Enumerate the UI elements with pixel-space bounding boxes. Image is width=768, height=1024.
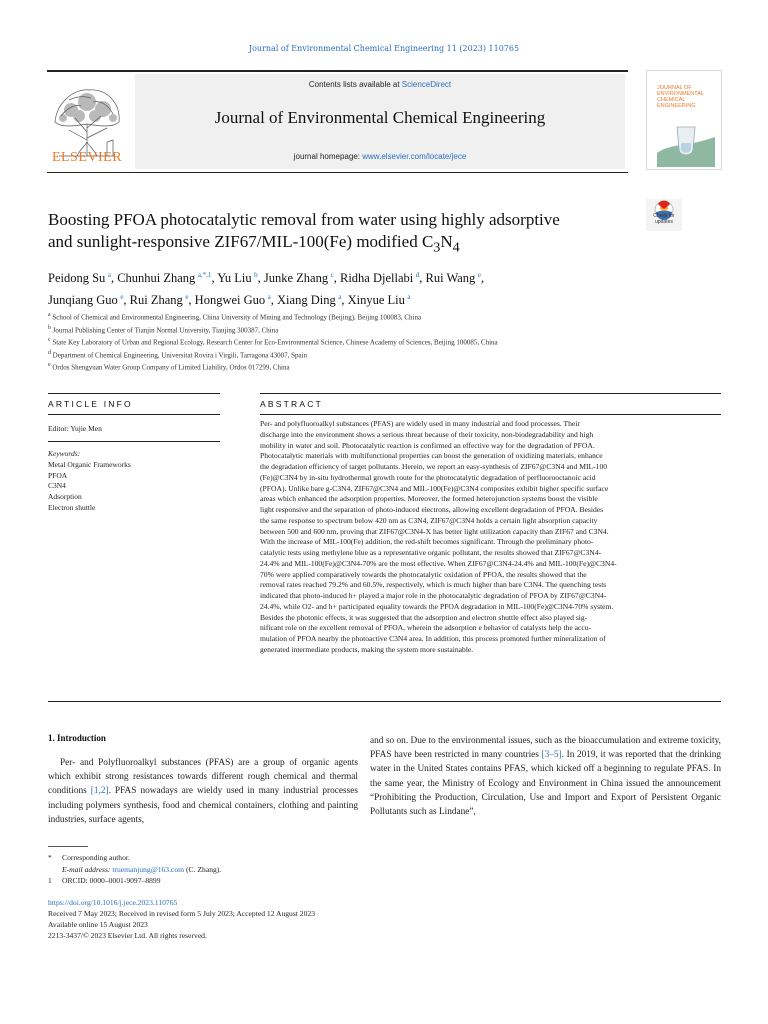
homepage-prefix: journal homepage: xyxy=(293,152,363,161)
article-info-top-rule xyxy=(48,393,220,394)
crossmark-line: Check for xyxy=(653,213,675,219)
keyword: C3N4 xyxy=(48,481,66,491)
footnote-mark: * xyxy=(48,853,52,862)
author[interactable] xyxy=(264,271,334,285)
email-label: E-mail address: xyxy=(62,864,113,874)
sciencedirect-link[interactable]: ScienceDirect xyxy=(401,80,452,89)
title-subscript: 3 xyxy=(433,239,441,256)
author[interactable] xyxy=(426,271,481,285)
affiliation-text: Department of Chemical Engineering, Universitat Rovira i Virgili, Tarragona 43007, Spain xyxy=(52,350,308,359)
author-list: Peidong Su $^a$, Chunhui Zhang $^{a,*,1}$, Yu Liu $^b$, Junke Zhang $^c$, Ridha Djellabi $^d$, Rui Wang $^e$, Junqiang Guo $^e$, Rui Zhang $^e$, Hongwei Guo $^a$, Xiang Ding $^a$, Xinyue Liu $^a$ xyxy=(48,271,485,308)
abstract-line: the same response to spectrum below 420 nm as C3N4, ZIF67@C3N4 holds a certain light absorption capacity xyxy=(260,515,598,525)
author[interactable] xyxy=(195,293,271,307)
author[interactable] xyxy=(130,293,189,307)
intro-text: and so on. Due to the environmental issues, such as the bioaccumulation and extreme toxicity, PFAS have been restricted in many countries xyxy=(370,736,721,761)
author[interactable] xyxy=(48,293,123,307)
affiliation-text: Journal Publishing Center of Tianjin Normal University, Tianjing 300387, China xyxy=(52,325,279,334)
title-subscript: 4 xyxy=(452,239,460,256)
title-n: N xyxy=(440,232,453,251)
affiliation-text: State Key Laboratory of Urban and Regional Ecology, Research Center for Eco-Environmental Science, Chinese Academy of Sciences, Beijing 100085, China xyxy=(52,338,498,347)
abstract-line: indicated that photo-induced h+ played a major role in the photocatalytic degradation of PFOA by ZIF67@C3N4- xyxy=(260,591,607,600)
section-heading-introduction: 1. Introduction xyxy=(48,733,106,743)
footnote-rule xyxy=(48,846,88,847)
affiliation xyxy=(48,323,728,336)
author-affiliation-mark[interactable]: e xyxy=(477,271,481,279)
author-name[interactable]: Ridha Djellabi xyxy=(339,271,414,286)
footnote-email xyxy=(48,864,378,876)
author-name[interactable]: Peidong Su xyxy=(48,271,106,286)
article-info-rule xyxy=(48,414,220,415)
affiliation-text: School of Chemical and Environmental Engineering, China University of Mining and Technology (Beijing), Beijing 100083, China xyxy=(52,313,422,322)
abstract-line: Besides the photonic effects, it was suggested that the adsorption and electron shuttle effect also played sig- xyxy=(260,612,588,622)
abstract-line: 24.4%, while O2- and h+ participated equality towards the PFOA degradation in MIL-100(Fe)@C3N4-70% system. xyxy=(260,601,614,611)
author-name[interactable]: Xinyue Liu xyxy=(347,293,405,308)
crossmark-line: updates xyxy=(655,218,673,225)
author-name[interactable]: Junke Zhang xyxy=(263,271,329,286)
abstract-line: between 500 and 600 nm, proving that ZIF67@C3N4-X has better light utilization capacity than ZIF67 and C3N4. xyxy=(260,526,609,536)
affiliation-mark: b xyxy=(48,324,51,331)
cover-line: JOURNAL OF xyxy=(657,85,692,91)
author-affiliation-mark[interactable]: a xyxy=(407,293,411,302)
abstract-body xyxy=(260,419,721,656)
author-name[interactable]: Rui Zhang xyxy=(129,293,183,308)
author[interactable] xyxy=(117,271,211,285)
author-name[interactable]: Rui Wang xyxy=(425,271,476,286)
journal-reference[interactable]: Journal of Environmental Chemical Engineering 11 (2023) 110765 xyxy=(248,44,520,53)
copyright: 2213-3437/© 2023 Elsevier Ltd. All rights reserved. xyxy=(48,931,207,940)
author-name[interactable]: Xiang Ding xyxy=(277,293,336,308)
footnotes xyxy=(48,852,378,887)
footnote-mark: 1 xyxy=(48,876,52,885)
author-affiliation-mark[interactable]: a xyxy=(107,271,111,279)
elsevier-wordmark[interactable]: ELSEVIER xyxy=(51,150,123,165)
author-affiliation-mark[interactable]: e xyxy=(185,293,189,302)
author-affiliation-mark[interactable]: e xyxy=(120,293,124,302)
received-dates: Received 7 May 2023; Received in revised form 5 July 2023; Accepted 12 August 2023 xyxy=(48,909,315,918)
contents-line xyxy=(135,80,625,89)
article-info-heading: ARTICLE INFO xyxy=(48,399,133,409)
footnote-orcid xyxy=(48,875,378,887)
abstract-line: removal rates reached 79.2% and 60.5%, respectively, which is much higher than bare C3N4. The quenching tests xyxy=(260,580,607,590)
author-name[interactable]: Yu Liu xyxy=(217,271,252,286)
abstract-line: Photocatalytic materials with multifunctional properties can boost the generation of oxidizing materials, enhance xyxy=(260,451,603,461)
author-affiliation-mark[interactable]: d xyxy=(415,271,420,279)
citation-link[interactable]: [3–5] xyxy=(541,750,562,761)
cover-title xyxy=(657,85,717,109)
intro-text: . PFAS nowadays are wieldy used in many industrial processes including polymers synthesis, food and chemical containers, clothing and painting industries, surface agents, xyxy=(48,786,359,825)
cover-line: CHEMICAL xyxy=(657,97,686,103)
abstract-bottom-rule xyxy=(48,701,721,702)
doi-link[interactable]: https://doi.org/10.1016/j.jece.2023.110765 xyxy=(48,898,178,907)
abstract-line: catalytic tests using methylene blue as a representative organic pollutant, the results showed that ZIF67@C3N4- xyxy=(260,548,602,557)
intro-text: . In 2019, it was reported that the drinking water in the United States contains PFAS, which kicked off a beginning to regulate PFAS. In the same year, the Ministry of Ecology and Environment in China issued the announcement “Prohibiting the Production, Circulation, Use and Import and Export of Persistent Organic Pollutants such as Lindane”, xyxy=(370,750,721,818)
keywords-block xyxy=(48,449,228,514)
check-for-updates-label[interactable] xyxy=(644,214,684,225)
abstract-top-rule xyxy=(260,393,721,394)
author[interactable] xyxy=(277,293,341,307)
abstract-line: discharge into the environment shows a serious threat because of their toxicity, non-biodegradability and high xyxy=(260,429,594,439)
abstract-line: 24.4% and MIL-100(Fe)@C3N4-70% are the most effective. When ZIF67@C3N4-24.4% and MIL-100(Fe)@C3N4- xyxy=(260,558,617,568)
title-line-2-text: and sunlight-responsive ZIF67/MIL-100(Fe) modified C xyxy=(48,232,434,251)
keyword: Metal Organic Frameworks xyxy=(48,459,131,469)
affiliation xyxy=(48,335,728,348)
author-name[interactable]: Chunhui Zhang xyxy=(117,271,196,286)
journal-title[interactable]: Journal of Environmental Chemical Engineering xyxy=(214,108,546,127)
abstract-line: 70% were applied comparatively towards the photocatalytic oxidation of PFOA, the results showed that the xyxy=(260,569,587,579)
abstract-line: With the increase of MIL-100(Fe) addition, the red-shift becomes significant. Through the preliminary photo- xyxy=(260,537,594,547)
editor-line: Editor: Yujie Men xyxy=(48,424,102,433)
intro-right-column xyxy=(370,734,721,819)
abstract-line: mulation of PFOA nearby the photoactive C3N4 area. In addition, this process promoted further mineralization of xyxy=(260,634,606,643)
affiliation-mark: d xyxy=(48,349,51,356)
affiliation-mark: a xyxy=(48,312,51,318)
article-title xyxy=(48,209,638,258)
author[interactable] xyxy=(48,271,111,285)
orcid-text: ORCID: 0000–0001-9097–8899 xyxy=(62,876,161,885)
citation-link[interactable]: [1,2] xyxy=(90,786,109,797)
author-affiliation-mark[interactable]: c xyxy=(330,271,334,279)
affiliation xyxy=(48,348,728,361)
abstract-line: nificant role on the excellent removal of PFOA, wherein the adsorption e behavior of catalysts help the accu- xyxy=(260,623,592,633)
intro-text: Per- and Polyfluoroalkyl substances (PFAS) are a group of organic agents which exhibit strong resistances towards different rough chemical and thermal conditions xyxy=(48,758,358,797)
intro-left-column xyxy=(48,756,358,827)
author[interactable] xyxy=(340,271,419,285)
abstract-line: light responsive and the separation of photo-induced electrons, allowing excellent degradation of PFOA. Besides xyxy=(260,505,604,514)
affiliation-mark: c xyxy=(48,337,51,344)
journal-cover-thumbnail[interactable] xyxy=(646,70,722,170)
author-affiliation-mark[interactable]: a xyxy=(267,293,271,302)
email-suffix: (C. Zhang). xyxy=(184,864,222,874)
editor-rule xyxy=(48,441,220,442)
author-name[interactable]: Junqiang Guo xyxy=(48,293,118,308)
affiliation xyxy=(48,310,728,323)
affiliation-mark: e xyxy=(48,362,51,369)
cover-line: ENVIRONMENTAL xyxy=(657,91,704,97)
author-affiliation-mark[interactable]: b xyxy=(254,271,258,279)
abstract-line: (Fe)@C3N4 by in-situ hydrothermal growth route for the photocatalytic degradation of perfluorooctanoic acid xyxy=(260,472,596,482)
title-line-1: Boosting PFOA photocatalytic removal from water using highly adsorptive xyxy=(48,210,560,229)
keyword: Adsorption xyxy=(48,492,82,502)
check-for-updates-icon[interactable] xyxy=(646,191,682,231)
author[interactable] xyxy=(348,293,411,307)
keywords-label: Keywords: xyxy=(48,449,81,458)
abstract-heading: ABSTRACT xyxy=(260,399,323,409)
homepage-link[interactable]: www.elsevier.com/locate/jece xyxy=(362,152,467,161)
author-name[interactable]: Hongwei Guo xyxy=(194,293,266,308)
abstract-line: (PFOA). Unlike bare g-C3N4, ZIF67@C3N4 and MIL-100(Fe)@C3N4 composites exhibit higher specific surface xyxy=(260,483,609,493)
affiliation xyxy=(48,360,728,373)
affiliation-text: Ordos Shengyuan Water Group Company of Limited Liability, Ordos 017299, China xyxy=(52,363,290,372)
keyword: PFOA xyxy=(48,470,68,480)
affiliation-list xyxy=(48,310,728,373)
abstract-line: areas which enhanced the adsorption properties. Moreover, the formed heterojunction systems boost the visible xyxy=(260,494,598,504)
cover-line: ENGINEERING xyxy=(657,103,696,109)
abstract-line: mobility in water and soil. Photocatalytic reaction is confirmed an effective way for the degradation of PFOA. xyxy=(260,440,595,450)
footnote-corresponding xyxy=(48,852,378,864)
abstract-line: the degradation efficiency of target pollutants. Herein, we report an easy-synthesis of ZIF67@C3N4 and MIL-100 xyxy=(260,462,608,471)
author-affiliation-mark[interactable]: a xyxy=(338,293,342,302)
abstract-line: generated intermediate products, making the system more sustainable. xyxy=(260,644,474,654)
author[interactable] xyxy=(217,271,257,285)
contents-prefix: Contents lists available at xyxy=(308,80,402,89)
keyword: Electron shuttle xyxy=(48,502,96,512)
title-line-2 xyxy=(48,231,638,258)
author-affiliation-mark[interactable]: a,*,1 xyxy=(197,271,212,279)
available-online: Available online 15 August 2023 xyxy=(48,920,148,929)
footnote-text: Corresponding author. xyxy=(62,853,130,862)
publication-info xyxy=(48,897,548,941)
cover-image-icon xyxy=(657,123,715,167)
abstract-rule xyxy=(260,414,721,415)
abstract-line: Per- and polyfluoroalkyl substances (PFAS) are widely used in many industrial and food processes. Their xyxy=(260,419,580,428)
email-link[interactable]: truemanjung@163.com xyxy=(112,864,185,874)
homepage-line xyxy=(135,152,625,161)
